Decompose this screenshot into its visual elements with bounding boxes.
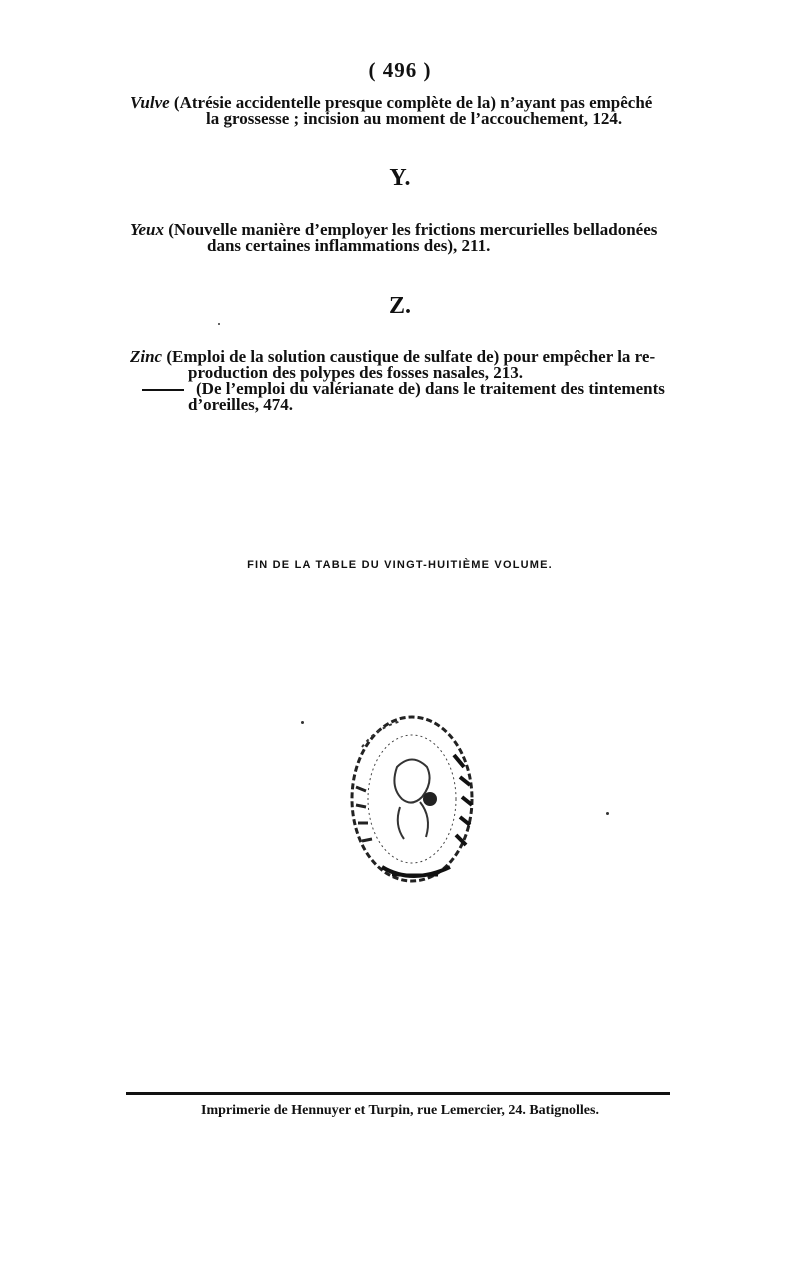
- entry-head-zinc: Zinc: [130, 347, 163, 366]
- index-entry-yeux: [130, 222, 678, 254]
- entry-text: (Nouvelle manière d’employer les frictions mercurielles belladonées: [164, 220, 658, 239]
- footer-rule: [126, 1092, 670, 1095]
- section-letter-y: Y.: [389, 165, 411, 191]
- page-number: ( 496 ): [368, 58, 432, 82]
- entry-text: (Emploi de la solution caustique de sulfate de) pour empêcher la re-: [162, 347, 656, 366]
- index-entry-vulve: [130, 95, 678, 127]
- ink-speck: [301, 721, 304, 724]
- library-stamp: [342, 707, 482, 897]
- ink-speck: [218, 323, 220, 325]
- section-letter-z: Z.: [388, 293, 411, 319]
- dash-rule: [142, 389, 184, 391]
- entry-head-yeux: Yeux: [130, 220, 164, 239]
- index-entry-zinc: [130, 349, 678, 413]
- ink-speck: [606, 812, 609, 815]
- entry-text: production des polypes des fosses nasales, 213.: [188, 363, 524, 382]
- end-of-table-note: FIN DE LA TABLE DU VINGT-HUITIÈME VOLUME.: [247, 559, 553, 571]
- entry-text: d’oreilles, 474.: [188, 395, 293, 414]
- entry-text: (De l’emploi du valérianate de) dans le traitement des tintements: [196, 379, 665, 398]
- printer-imprint: Imprimerie de Hennuyer et Turpin, rue Lemercier, 24. Batignolles.: [201, 1103, 599, 1118]
- entry-head-vulve: Vulve: [130, 93, 170, 112]
- entry-text: dans certaines inflammations des), 211.: [207, 236, 491, 255]
- entry-text: la grossesse ; incision au moment de l’accouchement, 124.: [206, 109, 623, 128]
- entry-text: (Atrésie accidentelle presque complète de la) n’ayant pas empêché: [169, 93, 653, 112]
